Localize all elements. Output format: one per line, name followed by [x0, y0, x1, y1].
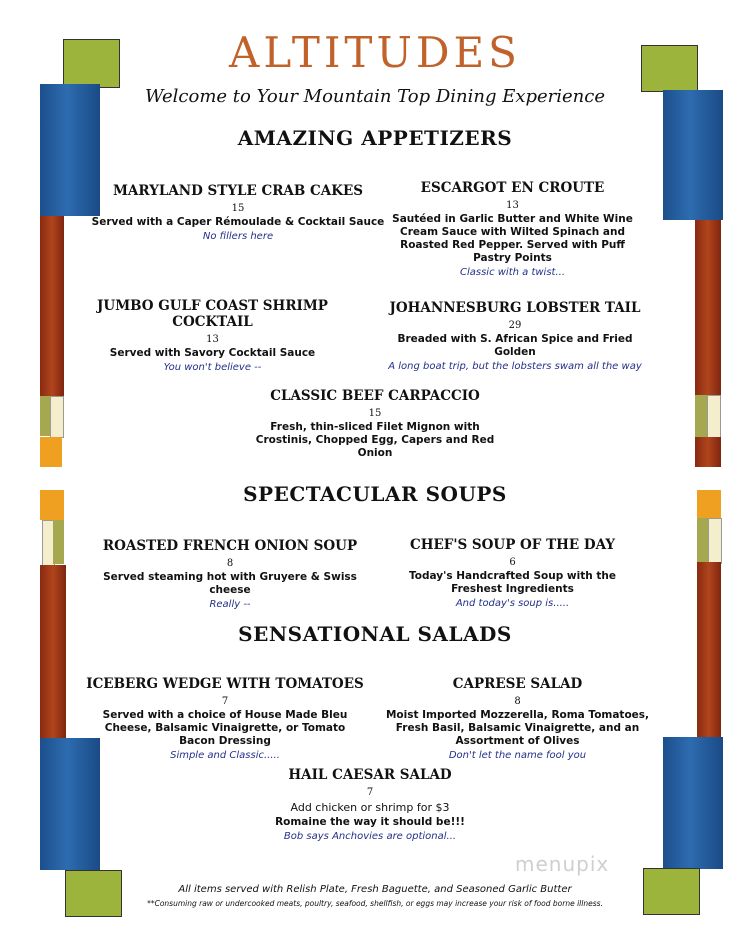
item-note: Really --	[209, 599, 251, 610]
item-price: 8	[226, 558, 234, 569]
left-cream-block	[50, 396, 64, 438]
left-bottom-red-block	[40, 565, 66, 740]
right-mid-olive-block	[697, 518, 708, 562]
item-name: ROASTED FRENCH ONION SOUP	[102, 538, 358, 554]
left-orange-block	[40, 437, 62, 467]
menu-item	[220, 767, 520, 842]
item-description: Sautéed in Garlic Butter and White Wine Cream Sauce with Wilted Spinach and Roasted Red Pepper. Served with Puff Pastry Points	[392, 213, 633, 264]
item-price: 15	[231, 203, 245, 214]
item-description: Served with Savory Cocktail Sauce	[109, 347, 316, 359]
item-description: Served steaming hot with Gruyere & Swiss cheese	[103, 571, 357, 596]
right-bottom-blue-block	[663, 737, 723, 869]
item-note: A long boat trip, but the lobsters swam all the way	[388, 361, 642, 372]
menu-item	[88, 183, 388, 242]
item-description: Romaine the way it should be!!!	[275, 816, 465, 828]
item-name: HAIL CAESAR SALAD	[288, 767, 452, 783]
restaurant-title: ALTITUDES	[229, 28, 521, 77]
item-note: And today's soup is.....	[455, 598, 570, 609]
item-name: CHEF'S SOUP OF THE DAY	[409, 537, 616, 553]
item-name: ESCARGOT EN CROUTE	[420, 180, 605, 196]
item-name: JOHANNESBURG LOBSTER TAIL	[389, 300, 641, 316]
left-mid-olive-block	[53, 520, 64, 564]
footer-disclaimer: **Consuming raw or undercooked meats, poultry, seafood, shellfish, or eggs may increase your risk of food borne illness.	[147, 899, 603, 908]
salads-heading: SENSATIONAL SALADS	[238, 622, 512, 646]
menu-item	[70, 298, 355, 373]
item-price: 13	[506, 200, 519, 211]
item-name: ICEBERG WEDGE WITH TOMATOES	[86, 676, 364, 692]
item-note: Classic with a twist...	[459, 267, 565, 278]
menu-item	[85, 676, 365, 761]
item-description: Fresh, thin-sliced Filet Mignon with Crostinis, Chopped Egg, Capers and Red Onion	[255, 421, 495, 459]
menu-item	[385, 676, 650, 761]
appetizers-heading: AMAZING APPETIZERS	[237, 126, 513, 150]
item-name: CLASSIC BEEF CARPACCIO	[270, 388, 480, 404]
item-price: 15	[368, 408, 382, 419]
item-price: 6	[509, 557, 516, 568]
item-description: Today's Handcrafted Soup with the Freshest Ingredients	[409, 570, 616, 595]
menu-item	[210, 388, 540, 460]
right-olive-block	[695, 395, 707, 437]
item-price: 7	[221, 696, 229, 707]
menu-item	[385, 180, 640, 278]
item-price: 29	[508, 320, 522, 331]
soups-heading: SPECTACULAR SOUPS	[243, 482, 507, 506]
right-top-red-block	[695, 220, 721, 395]
right-bottom-red-block	[697, 562, 721, 737]
watermark: menupix	[515, 852, 610, 876]
item-addon: Add chicken or shrimp for $3	[290, 801, 450, 814]
menu-item	[90, 538, 370, 610]
item-price: 8	[514, 696, 521, 707]
item-note: Don't let the name fool you	[448, 750, 587, 761]
item-price: 13	[206, 334, 219, 345]
left-olive-block	[40, 396, 50, 436]
item-description: Served with a Caper Rémoulade & Cocktail Sauce	[91, 216, 385, 228]
left-top-red-block	[40, 216, 64, 396]
menu-item	[390, 537, 635, 609]
item-description: Moist Imported Mozzerella, Roma Tomatoes, Fresh Basil, Balsamic Vinaigrette, and an Assortment of Olives	[385, 709, 650, 747]
item-price: 7	[366, 787, 374, 798]
item-name: CAPRESE SALAD	[452, 676, 583, 692]
right-small-red-block	[695, 437, 721, 467]
item-note: You won't believe --	[163, 362, 262, 373]
right-top-blue-block	[663, 90, 723, 220]
right-cream-block	[707, 395, 721, 439]
item-description: Served with a choice of House Made Bleu Cheese, Balsamic Vinaigrette, or Tomato Bacon Dressing	[102, 709, 348, 747]
item-note: No fillers here	[202, 231, 274, 242]
item-note: Bob says Anchovies are optional...	[283, 831, 457, 842]
item-name: MARYLAND STYLE CRAB CAKES	[112, 183, 364, 199]
item-note: Simple and Classic.....	[170, 750, 280, 761]
right-mid-cream-block	[708, 518, 722, 564]
item-description: Breaded with S. African Spice and Fried Golden	[397, 333, 633, 358]
menu-item	[375, 300, 655, 372]
restaurant-subtitle: Welcome to Your Mountain Top Dining Experience	[144, 86, 606, 107]
item-name: JUMBO GULF COAST SHRIMP COCKTAIL	[97, 298, 328, 330]
footer-note: All items served with Relish Plate, Fresh Baguette, and Seasoned Garlic Butter	[178, 884, 572, 895]
